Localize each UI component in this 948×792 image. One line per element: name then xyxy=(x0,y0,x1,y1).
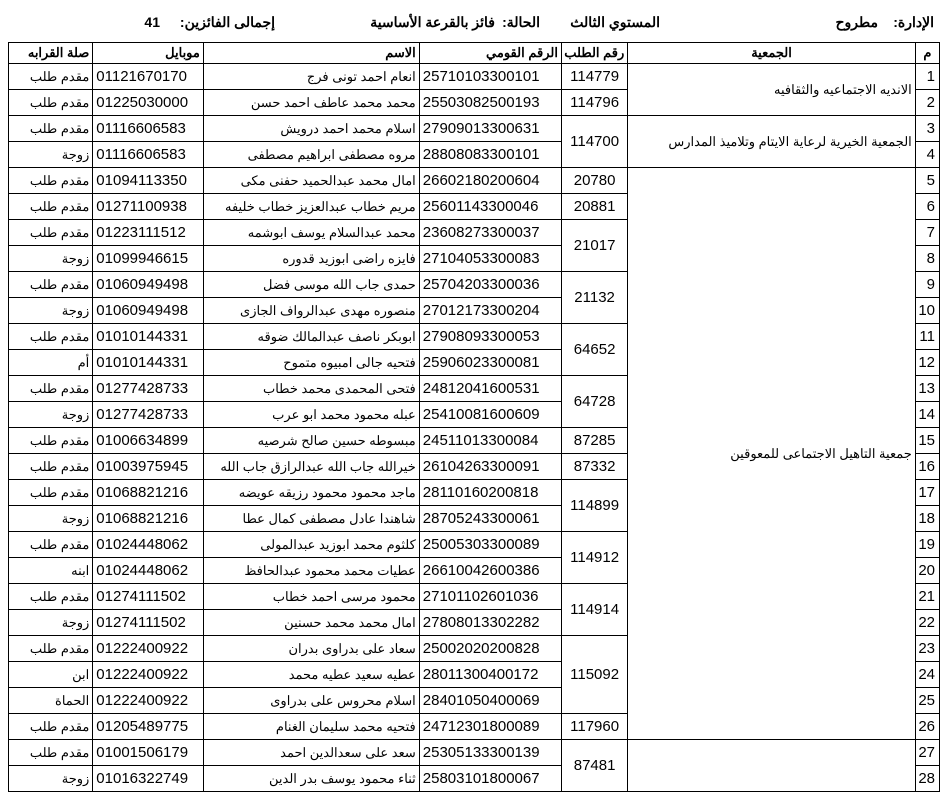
cell-relation: ابنه xyxy=(9,558,93,584)
cell-national-id: 25601143300046 xyxy=(419,194,561,220)
cell-request-no: 20881 xyxy=(561,194,627,220)
cell-relation: مقدم طلب xyxy=(9,90,93,116)
cell-m: 11 xyxy=(915,324,939,350)
cell-national-id: 25710103300101 xyxy=(419,64,561,90)
cell-m: 1 xyxy=(915,64,939,90)
col-header-m: م xyxy=(915,43,939,64)
cell-mobile: 01001506179 xyxy=(93,740,204,766)
cell-request-no: 87481 xyxy=(561,740,627,792)
cell-request-no: 114796 xyxy=(561,90,627,116)
col-header-name: الاسم xyxy=(203,43,419,64)
cell-name: ابوبكر ناصف عبدالمالك ضوقه xyxy=(203,324,419,350)
cell-request-no: 114914 xyxy=(561,584,627,636)
cell-mobile: 01274111502 xyxy=(93,610,204,636)
cell-mobile: 01010144331 xyxy=(93,324,204,350)
cell-m: 17 xyxy=(915,480,939,506)
cell-m: 3 xyxy=(915,116,939,142)
cell-national-id: 27808013302282 xyxy=(419,610,561,636)
cell-national-id: 25005303300089 xyxy=(419,532,561,558)
cell-national-id: 25305133300139 xyxy=(419,740,561,766)
cell-name: منصوره مهدى عبدالرواف الجازى xyxy=(203,298,419,324)
cell-name: امال محمد عبدالحميد حفنى مكى xyxy=(203,168,419,194)
cell-national-id: 28110160200818 xyxy=(419,480,561,506)
cell-association: جمعية التاهيل الاجتماعى للمعوقين xyxy=(628,168,916,740)
cell-m: 7 xyxy=(915,220,939,246)
cell-name: عطيات محمد محمود عبدالحافظ xyxy=(203,558,419,584)
cell-national-id: 25410081600609 xyxy=(419,402,561,428)
admin-label: الإدارة: xyxy=(893,14,934,30)
cell-name: حمدى جاب الله موسى فضل xyxy=(203,272,419,298)
cell-name: عطيه سعيد عطيه محمد xyxy=(203,662,419,688)
cell-request-no: 114912 xyxy=(561,532,627,584)
cell-m: 20 xyxy=(915,558,939,584)
cell-relation: زوجة xyxy=(9,142,93,168)
cell-m: 25 xyxy=(915,688,939,714)
cell-relation: زوجة xyxy=(9,402,93,428)
cell-request-no: 21132 xyxy=(561,272,627,324)
cell-mobile: 01068821216 xyxy=(93,480,204,506)
cell-national-id: 26610042600386 xyxy=(419,558,561,584)
summary-header xyxy=(8,8,940,38)
cell-name: كلثوم محمد ابوزيد عبدالمولى xyxy=(203,532,419,558)
cell-national-id: 27909013300631 xyxy=(419,116,561,142)
cell-name: فتحيه جالى امبيوه متموح xyxy=(203,350,419,376)
cell-mobile: 01006634899 xyxy=(93,428,204,454)
cell-mobile: 01003975945 xyxy=(93,454,204,480)
cell-request-no: 114899 xyxy=(561,480,627,532)
cell-relation: مقدم طلب xyxy=(9,480,93,506)
cell-relation: زوجة xyxy=(9,246,93,272)
cell-relation: مقدم طلب xyxy=(9,64,93,90)
cell-mobile: 01277428733 xyxy=(93,376,204,402)
cell-mobile: 01068821216 xyxy=(93,506,204,532)
cell-name: اسلام محمد احمد درويش xyxy=(203,116,419,142)
cell-m: 16 xyxy=(915,454,939,480)
cell-m: 21 xyxy=(915,584,939,610)
cell-relation: مقدم طلب xyxy=(9,636,93,662)
cell-m: 23 xyxy=(915,636,939,662)
cell-association xyxy=(628,740,916,792)
cell-mobile: 01094113350 xyxy=(93,168,204,194)
cell-m: 13 xyxy=(915,376,939,402)
cell-m: 26 xyxy=(915,714,939,740)
cell-mobile: 01116606583 xyxy=(93,116,204,142)
cell-national-id: 24511013300084 xyxy=(419,428,561,454)
cell-national-id: 28401050400069 xyxy=(419,688,561,714)
cell-mobile: 01222400922 xyxy=(93,636,204,662)
cell-name: فتحى المحمدى محمد خطاب xyxy=(203,376,419,402)
cell-relation: مقدم طلب xyxy=(9,116,93,142)
cell-request-no: 117960 xyxy=(561,714,627,740)
cell-name: ثناء محمود يوسف بدر الدين xyxy=(203,766,419,792)
cell-national-id: 27012173300204 xyxy=(419,298,561,324)
status-label: الحالة: xyxy=(502,14,540,30)
cell-m: 28 xyxy=(915,766,939,792)
cell-national-id: 27908093300053 xyxy=(419,324,561,350)
cell-request-no: 114700 xyxy=(561,116,627,168)
cell-name: ماجد محمود محمود رزيقه عويضه xyxy=(203,480,419,506)
col-header-relation: صلة القرابه xyxy=(9,43,93,64)
cell-national-id: 26602180200604 xyxy=(419,168,561,194)
table-row xyxy=(9,116,940,142)
level-label: المستوي الثالث xyxy=(570,14,660,30)
cell-national-id: 25803101800067 xyxy=(419,766,561,792)
cell-national-id: 27104053300083 xyxy=(419,246,561,272)
cell-m: 5 xyxy=(915,168,939,194)
cell-name: امال محمد محمد حسنين xyxy=(203,610,419,636)
cell-m: 22 xyxy=(915,610,939,636)
cell-mobile: 01060949498 xyxy=(93,298,204,324)
cell-m: 18 xyxy=(915,506,939,532)
table-row xyxy=(9,64,940,90)
cell-mobile: 01099946615 xyxy=(93,246,204,272)
cell-name: شاهندا عادل مصطفى كمال عطا xyxy=(203,506,419,532)
cell-mobile: 01222400922 xyxy=(93,662,204,688)
cell-relation: زوجة xyxy=(9,298,93,324)
col-header-association: الجمعية xyxy=(628,43,916,64)
cell-name: اسلام محروس على بدراوى xyxy=(203,688,419,714)
cell-national-id: 28705243300061 xyxy=(419,506,561,532)
cell-association: الجمعية الخيرية لرعاية الايتام وتلاميذ المدارس xyxy=(628,116,916,168)
cell-name: سعاد على بدراوى بدران xyxy=(203,636,419,662)
col-header-national-id: الرقم القومي xyxy=(419,43,561,64)
cell-request-no: 114779 xyxy=(561,64,627,90)
cell-m: 2 xyxy=(915,90,939,116)
cell-m: 24 xyxy=(915,662,939,688)
cell-mobile: 01116606583 xyxy=(93,142,204,168)
cell-mobile: 01060949498 xyxy=(93,272,204,298)
col-header-request-no: رقم الطلب xyxy=(561,43,627,64)
cell-national-id: 26104263300091 xyxy=(419,454,561,480)
cell-m: 19 xyxy=(915,532,939,558)
total-winners-value: 41 xyxy=(144,14,160,30)
cell-national-id: 25704203300036 xyxy=(419,272,561,298)
cell-request-no: 87285 xyxy=(561,428,627,454)
cell-request-no: 21017 xyxy=(561,220,627,272)
cell-relation: مقدم طلب xyxy=(9,740,93,766)
table-body xyxy=(9,64,940,792)
cell-request-no: 64728 xyxy=(561,376,627,428)
cell-name: مريم خطاب عبدالعزيز خطاب خليفه xyxy=(203,194,419,220)
cell-mobile: 01024448062 xyxy=(93,532,204,558)
cell-name: محمد عبدالسلام يوسف ابوشمه xyxy=(203,220,419,246)
cell-national-id: 24812041600531 xyxy=(419,376,561,402)
cell-relation: مقدم طلب xyxy=(9,168,93,194)
winners-table xyxy=(8,42,940,792)
cell-mobile: 01016322749 xyxy=(93,766,204,792)
cell-relation: مقدم طلب xyxy=(9,584,93,610)
cell-request-no: 87332 xyxy=(561,454,627,480)
cell-mobile: 01274111502 xyxy=(93,584,204,610)
cell-mobile: 01121670170 xyxy=(93,64,204,90)
cell-national-id: 25002020200828 xyxy=(419,636,561,662)
cell-request-no: 64652 xyxy=(561,324,627,376)
cell-name: محمود مرسى احمد خطاب xyxy=(203,584,419,610)
cell-relation: مقدم طلب xyxy=(9,194,93,220)
cell-national-id: 25906023300081 xyxy=(419,350,561,376)
cell-m: 9 xyxy=(915,272,939,298)
cell-relation: مقدم طلب xyxy=(9,220,93,246)
cell-national-id: 24712301800089 xyxy=(419,714,561,740)
cell-association: الانديه الاجتماعيه والثقافيه xyxy=(628,64,916,116)
table-row xyxy=(9,168,940,194)
cell-mobile: 01010144331 xyxy=(93,350,204,376)
cell-name: فايزه راضى ابوزيد قدوره xyxy=(203,246,419,272)
cell-m: 10 xyxy=(915,298,939,324)
cell-relation: زوجة xyxy=(9,506,93,532)
cell-relation: زوجة xyxy=(9,610,93,636)
cell-national-id: 25503082500193 xyxy=(419,90,561,116)
cell-relation: مقدم طلب xyxy=(9,376,93,402)
cell-national-id: 27101102601036 xyxy=(419,584,561,610)
cell-request-no: 115092 xyxy=(561,636,627,714)
admin-value: مطروح xyxy=(835,14,878,30)
total-winners-label: إجمالى الفائزين: xyxy=(179,14,275,30)
col-header-mobile: موبايل xyxy=(93,43,204,64)
cell-m: 14 xyxy=(915,402,939,428)
cell-national-id: 28011300400172 xyxy=(419,662,561,688)
cell-m: 8 xyxy=(915,246,939,272)
cell-m: 12 xyxy=(915,350,939,376)
cell-name: فتحيه محمد سليمان الغنام xyxy=(203,714,419,740)
cell-name: خيرالله جاب الله عبدالرازق جاب الله xyxy=(203,454,419,480)
cell-relation: مقدم طلب xyxy=(9,324,93,350)
cell-name: مبسوطه حسين صالح شرصيه xyxy=(203,428,419,454)
cell-national-id: 28808083300101 xyxy=(419,142,561,168)
cell-name: مروه مصطفى ابراهيم مصطفى xyxy=(203,142,419,168)
cell-mobile: 01225030000 xyxy=(93,90,204,116)
cell-relation: مقدم طلب xyxy=(9,532,93,558)
cell-mobile: 01223111512 xyxy=(93,220,204,246)
cell-mobile: 01277428733 xyxy=(93,402,204,428)
cell-relation: مقدم طلب xyxy=(9,714,93,740)
cell-name: انعام احمد تونى فرج xyxy=(203,64,419,90)
cell-name: عبله محمود محمد ابو عرب xyxy=(203,402,419,428)
cell-mobile: 01205489775 xyxy=(93,714,204,740)
cell-relation: ابن xyxy=(9,662,93,688)
cell-m: 6 xyxy=(915,194,939,220)
cell-mobile: 01271100938 xyxy=(93,194,204,220)
cell-relation: أم xyxy=(9,350,93,376)
cell-mobile: 01024448062 xyxy=(93,558,204,584)
table-row xyxy=(9,740,940,766)
cell-m: 4 xyxy=(915,142,939,168)
cell-relation: الحماة xyxy=(9,688,93,714)
cell-m: 15 xyxy=(915,428,939,454)
cell-national-id: 23608273300037 xyxy=(419,220,561,246)
cell-mobile: 01222400922 xyxy=(93,688,204,714)
status-value: فائز بالقرعة الأساسية xyxy=(370,14,495,30)
cell-name: سعد على سعدالدين احمد xyxy=(203,740,419,766)
cell-relation: مقدم طلب xyxy=(9,428,93,454)
cell-relation: زوجة xyxy=(9,766,93,792)
cell-relation: مقدم طلب xyxy=(9,272,93,298)
cell-relation: مقدم طلب xyxy=(9,454,93,480)
cell-name: محمد محمد عاطف احمد حسن xyxy=(203,90,419,116)
table-header-row xyxy=(9,43,940,64)
cell-request-no: 20780 xyxy=(561,168,627,194)
cell-m: 27 xyxy=(915,740,939,766)
